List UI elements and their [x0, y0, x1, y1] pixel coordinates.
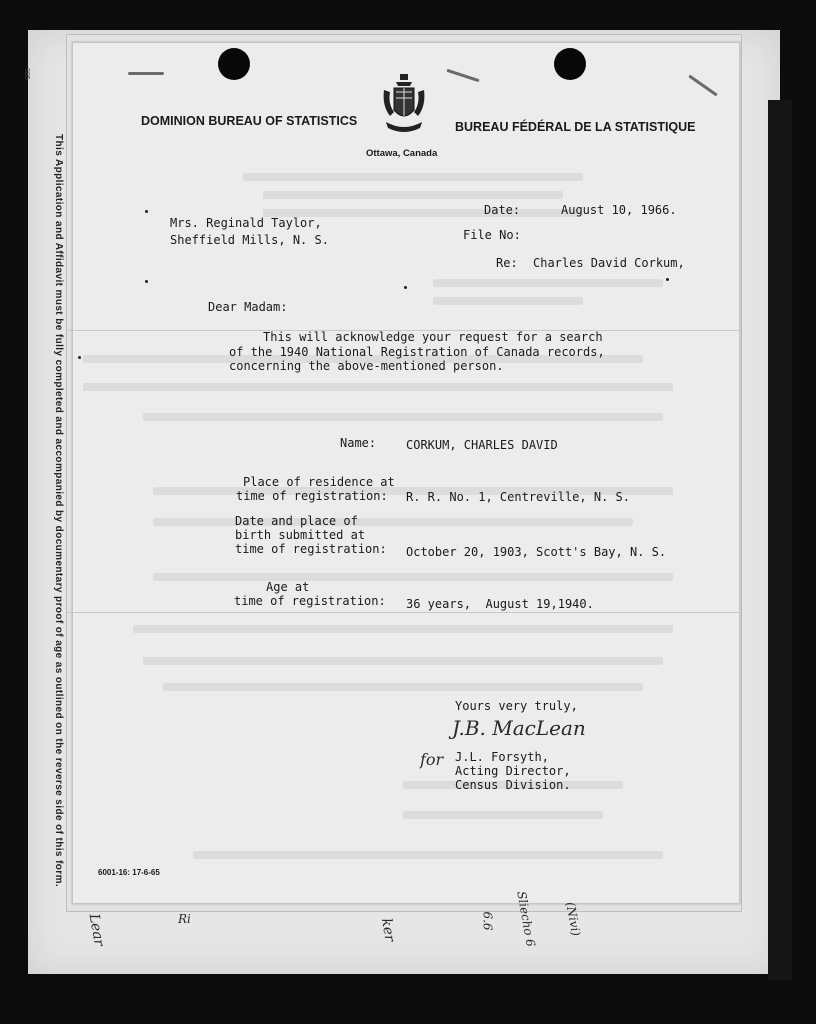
ghost-text	[143, 413, 663, 421]
body-line-3: concerning the above-mentioned person.	[229, 359, 504, 373]
scrawl-4: 6.6	[480, 911, 495, 931]
age-value: 36 years, August 19,1940.	[406, 597, 594, 611]
date-value: August 10, 1966.	[561, 203, 677, 217]
scrawl-2: Ri	[178, 912, 191, 926]
fold-line	[66, 612, 740, 613]
letterhead-city: Ottawa, Canada	[366, 148, 438, 159]
ghost-text	[433, 297, 583, 305]
dark-edge	[768, 100, 792, 980]
typing-dot	[145, 210, 148, 213]
addressee-line-1: Mrs. Reginald Taylor,	[170, 216, 322, 230]
scrawl-3: ker	[377, 917, 398, 943]
birth-value: October 20, 1903, Scott's Bay, N. S.	[406, 545, 667, 559]
re-value: Charles David Corkum,	[533, 256, 685, 270]
ghost-text	[153, 518, 633, 526]
signer-division: Census Division.	[455, 778, 571, 792]
handwritten-signature: J.B. MacLean	[452, 716, 586, 740]
birth-label-1: Date and place of	[235, 514, 358, 528]
body-line-1: This will acknowledge your request for a search	[263, 330, 603, 344]
valediction: Yours very truly,	[455, 699, 578, 713]
ghost-text	[243, 173, 583, 181]
ghost-text	[403, 811, 603, 819]
letter-sheet	[72, 42, 740, 904]
ghost-text	[433, 279, 663, 287]
scrawl-1: Lear	[85, 912, 108, 948]
staple-mark	[128, 72, 164, 75]
ghost-text	[263, 191, 563, 199]
ghost-text	[133, 625, 673, 633]
letterhead-left-title: DOMINION BUREAU OF STATISTICS	[141, 114, 358, 128]
ghost-text	[163, 683, 643, 691]
typing-dot	[404, 286, 407, 289]
residence-label-2: time of registration:	[236, 489, 388, 503]
punch-hole	[554, 48, 586, 80]
handwritten-for: for	[420, 750, 444, 769]
side-form-code: 385	[23, 68, 30, 80]
signer-name: J.L. Forsyth,	[455, 750, 549, 764]
birth-label-3: time of registration:	[235, 542, 387, 556]
form-code: 6001-16: 17-6-65	[98, 868, 160, 877]
name-value: CORKUM, CHARLES DAVID	[406, 438, 558, 452]
age-label-1: Age at	[266, 580, 310, 594]
date-label: Date:	[484, 203, 521, 217]
addressee-line-2: Sheffield Mills, N. S.	[170, 233, 329, 247]
age-label-2: time of registration:	[234, 594, 386, 608]
name-label: Name:	[340, 436, 377, 450]
typing-dot	[145, 280, 148, 283]
file-no-label: File No:	[463, 228, 521, 242]
body-line-2: of the 1940 National Registration of Canada records,	[229, 345, 605, 359]
punch-hole	[218, 48, 250, 80]
typing-dot	[78, 356, 81, 359]
scrawl-6: (Nivi)	[563, 900, 584, 938]
ghost-text	[83, 383, 673, 391]
affidavit-side-note: This Application and Affidavit must be fully completed and accompanied by documentary proof of age as outlined on the reverse side of this form.	[53, 134, 64, 888]
scrawl-5: Sliecho 6	[514, 890, 538, 948]
ghost-text	[143, 657, 663, 665]
re-label: Re:	[496, 256, 518, 270]
letterhead-right-title: BUREAU FÉDÉRAL DE LA STATISTIQUE	[455, 120, 696, 134]
ghost-text	[153, 573, 673, 581]
salutation: Dear Madam:	[208, 300, 288, 314]
coat-of-arms-icon	[380, 72, 428, 140]
ghost-text	[193, 851, 663, 859]
typing-dot	[666, 278, 669, 281]
signer-title: Acting Director,	[455, 764, 571, 778]
birth-label-2: birth submitted at	[235, 528, 366, 542]
residence-label-1: Place of residence at	[243, 475, 395, 489]
residence-value: R. R. No. 1, Centreville, N. S.	[406, 490, 630, 504]
